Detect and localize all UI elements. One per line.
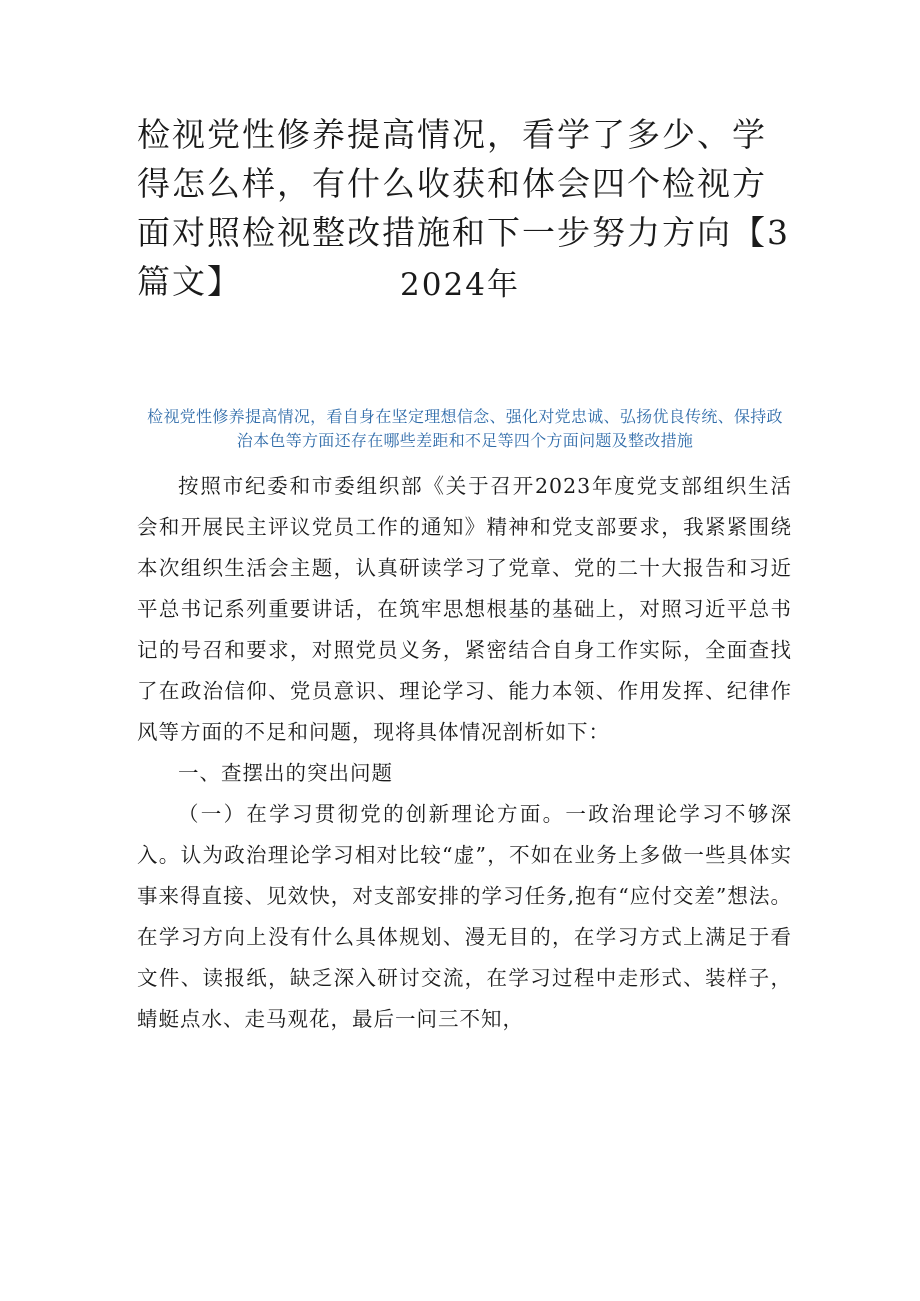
document-body	[137, 466, 792, 1040]
intro-paragraph: 按照市纪委和市委组织部《关于召开2023年度党支部组织生活会和开展民主评议党员工作的通知》精神和党支部要求，我紧紧围绕本次组织生活会主题，认真研读学习了党章、党的二十大报告和习近平总书记系列重要讲话，在筑牢思想根基的基础上，对照习近平总书记的号召和要求，对照党员义务，紧密结合自身工作实际，全面查找了在政治信仰、党员意识、理论学习、能力本领、作用发挥、纪律作风等方面的不足和问题，现将具体情况剖析如下：	[137, 474, 792, 744]
document-subtitle: 检视党性修养提高情况，看自身在坚定理想信念、强化对党忠诚、弘扬优良传统、保持政治本色等方面还存在哪些差距和不足等四个方面问题及整改措施	[147, 407, 783, 450]
document-year: 2024年	[400, 267, 520, 303]
document-title: 检视党性修养提高情况，看学了多少、学得怎么样，有什么收获和体会四个检视方面对照检视整改措施和下一步努力方向【3篇文】	[137, 115, 790, 301]
section-heading: 一、查摆出的突出问题	[178, 761, 393, 785]
body-paragraph: （一）在学习贯彻党的创新理论方面。一政治理论学习不够深入。认为政治理论学习相对比较“虚”，不如在业务上多做一些具体实事来得直接、见效快，对支部安排的学习任务,抱有“应付交差”想法。在学习方向上没有什么具体规划、漫无目的，在学习方式上满足于看文件、读报纸，缺乏深入研讨交流，在学习过程中走形式、装样子，蜻蜓点水、走马观花，最后一问三不知，	[137, 802, 792, 1031]
